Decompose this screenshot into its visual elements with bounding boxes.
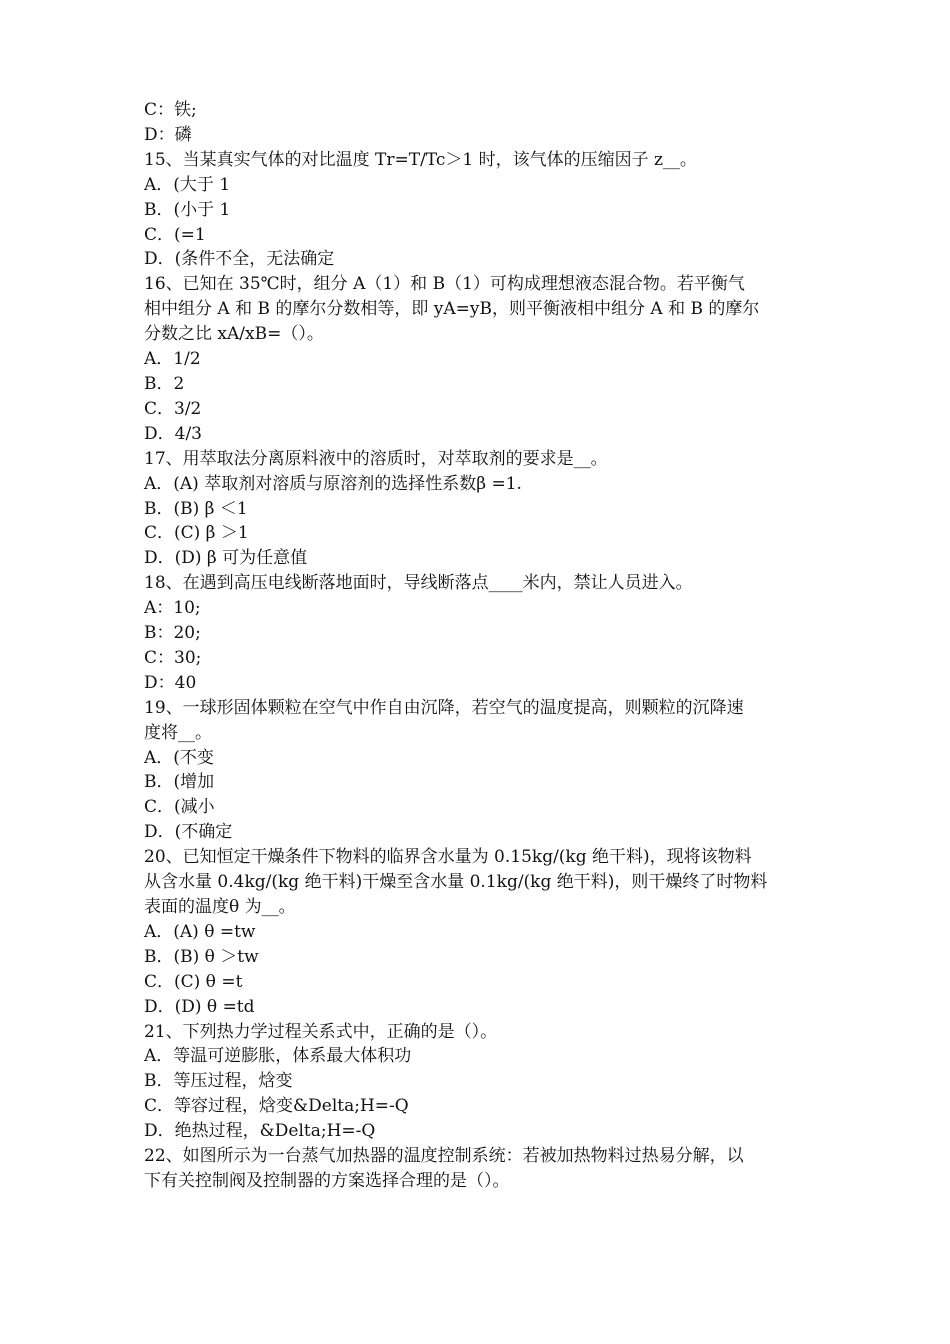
q19-option-d: D．(不确定 <box>144 822 233 843</box>
q17-option-d: D．(D) β 可为任意值 <box>144 548 308 569</box>
question-15: 15、当某真实气体的对比温度 Tr=T/Tc＞1 时，该气体的压缩因子 z__。 <box>144 149 697 170</box>
q20-option-a: A．(A) θ =tw <box>144 921 256 942</box>
document-body <box>144 98 814 1194</box>
q16-option-a: A．1/2 <box>144 349 201 370</box>
question-18: 18、在遇到高压电线断落地面时，导线断落点____米内，禁让人员进入。 <box>144 573 693 594</box>
q21-option-c: C．等容过程，焓变&Delta;H=-Q <box>144 1096 409 1117</box>
question-16-line-3: 分数之比 xA/xB=（）。 <box>144 324 324 345</box>
q19-option-c: C．(减小 <box>144 797 215 818</box>
q18-option-a: A：10; <box>144 598 201 619</box>
q20-option-c: C．(C) θ =t <box>144 971 243 992</box>
question-22-line-2: 下有关控制阀及控制器的方案选择合理的是（）。 <box>144 1170 510 1191</box>
question-20-line-2: 从含水量 0.4kg/(kg 绝干料)干燥至含水量 0.1kg/(kg 绝干料)，则干燥终了时物料 <box>144 872 768 893</box>
q16-option-d: D．4/3 <box>144 423 202 444</box>
q18-option-d: D：40 <box>144 672 197 693</box>
option-c-iron: C：铁; <box>144 100 197 120</box>
question-22-line-1: 22、如图所示为一台蒸气加热器的温度控制系统：若被加热物料过热易分解，以 <box>144 1146 744 1167</box>
question-19-line-1: 19、一球形固体颗粒在空气中作自由沉降，若空气的温度提高，则颗粒的沉降速 <box>144 697 744 718</box>
question-20-line-1: 20、已知恒定干燥条件下物料的临界含水量为 0.15kg/(kg 绝干料)，现将该物料 <box>144 847 752 868</box>
q18-option-b: B：20; <box>144 623 201 644</box>
q19-option-a: A．(不变 <box>144 747 214 768</box>
q19-option-b: B．(增加 <box>144 772 215 793</box>
q16-option-c: C．3/2 <box>144 398 202 419</box>
q21-option-d: D．绝热过程，&Delta;H=-Q <box>144 1121 376 1142</box>
q17-option-b: B．(B) β ＜1 <box>144 498 248 519</box>
question-19-line-2: 度将__。 <box>144 722 212 743</box>
question-17: 17、用萃取法分离原料液中的溶质时，对萃取剂的要求是__。 <box>144 448 608 469</box>
question-16-line-2: 相中组分 A 和 B 的摩尔分数相等，即 yA=yB，则平衡液相中组分 A 和 B 的摩尔 <box>144 299 760 320</box>
q17-option-c: C．(C) β ＞1 <box>144 523 249 544</box>
q21-option-b: B．等压过程，焓变 <box>144 1071 293 1092</box>
q21-option-a: A．等温可逆膨胀，体系最大体积功 <box>144 1046 412 1067</box>
q20-option-b: B．(B) θ ＞tw <box>144 946 259 967</box>
q15-option-a: A．(大于 1 <box>144 174 231 195</box>
q17-option-a: A．(A) 萃取剂对溶质与原溶剂的选择性系数β =1. <box>144 473 522 494</box>
q15-option-d: D．(条件不全，无法确定 <box>144 249 335 270</box>
question-16-line-1: 16、已知在 35℃时，组分 A（1）和 B（1）可构成理想液态混合物。若平衡气 <box>144 274 745 295</box>
q20-option-d: D．(D) θ =td <box>144 996 255 1017</box>
option-d-phosphorus: D：磷 <box>144 124 192 145</box>
q18-option-c: C：30; <box>144 647 202 668</box>
question-20-line-3: 表面的温度θ 为__。 <box>144 897 296 917</box>
q15-option-c: C．(=1 <box>144 224 206 245</box>
q15-option-b: B．(小于 1 <box>144 199 231 220</box>
question-21: 21、下列热力学过程关系式中，正确的是（）。 <box>144 1021 498 1042</box>
q16-option-b: B．2 <box>144 373 185 394</box>
